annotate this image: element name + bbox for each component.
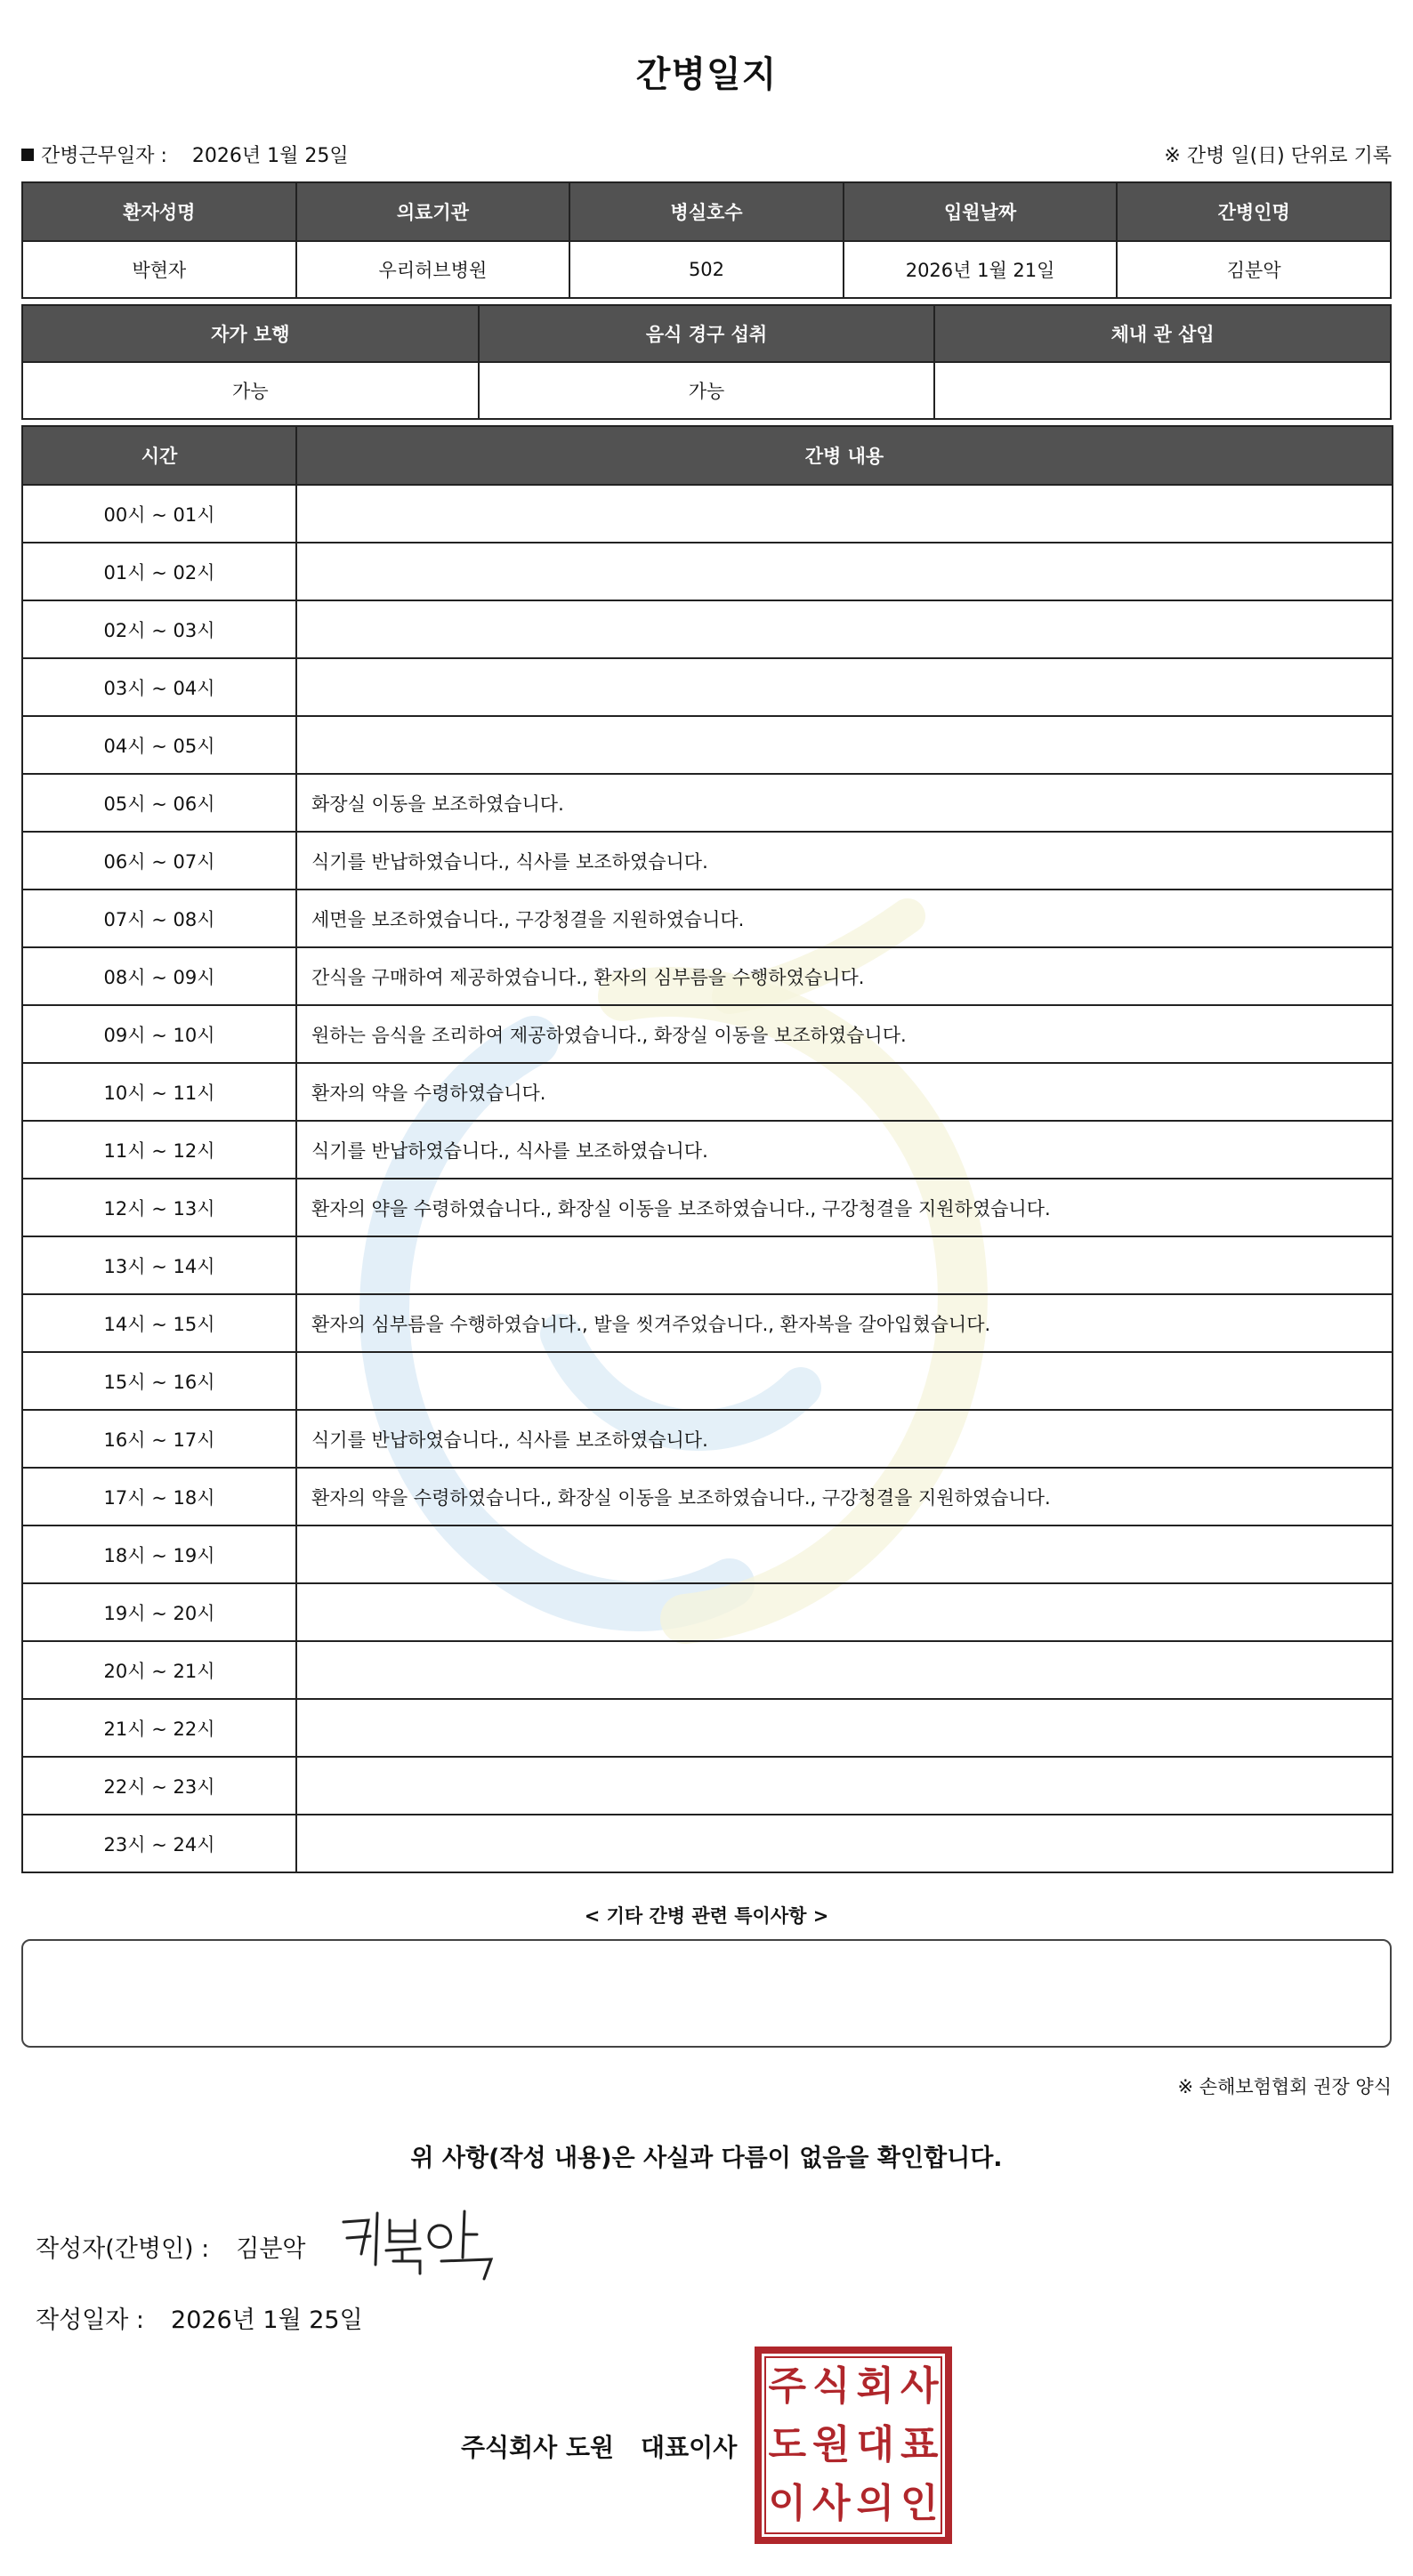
- care-content: [296, 1352, 1393, 1410]
- table-row: [22, 1815, 1393, 1872]
- care-content: 환자의 약을 수령하였습니다., 화장실 이동을 보조하였습니다., 구강청결을 지원하였습니다.: [296, 1179, 1393, 1236]
- table-row: [22, 1699, 1393, 1757]
- care-content: 환자의 약을 수령하였습니다., 화장실 이동을 보조하였습니다., 구강청결을 지원하였습니다.: [296, 1468, 1393, 1525]
- table-row: [22, 1641, 1393, 1699]
- form-note: ※ 손해보험협회 권장 양식: [1177, 2076, 1392, 2097]
- care-content: [296, 1641, 1393, 1699]
- tube-insertion-value: [934, 362, 1391, 419]
- time-slot: 07시 ~ 08시: [22, 890, 296, 947]
- care-content: [296, 485, 1393, 543]
- care-content: [296, 716, 1393, 774]
- care-content: 식기를 반납하였습니다., 식사를 보조하였습니다.: [296, 1121, 1393, 1179]
- header-time: 시간: [22, 426, 296, 485]
- remarks-title: < 기타 간병 관련 특이사항 >: [584, 1905, 829, 1927]
- table-row: [22, 1294, 1393, 1352]
- hospital-name: 우리허브병원: [296, 241, 570, 298]
- remarks-box: [21, 1939, 1392, 2048]
- written-date-value: 2026년 1월 25일: [171, 2306, 363, 2334]
- care-content: 식기를 반납하였습니다., 식사를 보조하였습니다.: [296, 1410, 1393, 1468]
- time-slot: 04시 ~ 05시: [22, 716, 296, 774]
- handwritten-signature: [335, 2202, 504, 2282]
- writer-row: [36, 2229, 306, 2264]
- patient-info-table: [21, 181, 1392, 299]
- table-header-row: [22, 426, 1393, 485]
- table-row: [22, 716, 1393, 774]
- care-content: [296, 1699, 1393, 1757]
- care-content: [296, 658, 1393, 716]
- table-row: [22, 362, 1391, 419]
- work-date-value: 2026년 1월 25일: [191, 145, 349, 167]
- seal-character: 사: [811, 2481, 851, 2526]
- table-row: [22, 774, 1393, 832]
- seal-character: 주: [768, 2363, 806, 2409]
- seal-characters: [755, 2347, 952, 2544]
- seal-character: 원: [811, 2422, 851, 2467]
- table-row: [22, 890, 1393, 947]
- time-slot: 11시 ~ 12시: [22, 1121, 296, 1179]
- company-seal: [755, 2347, 952, 2544]
- work-date: [21, 141, 349, 168]
- time-slot: 17시 ~ 18시: [22, 1468, 296, 1525]
- representative-title: 대표이사: [641, 2433, 738, 2462]
- table-row: [22, 832, 1393, 890]
- table-row: [22, 485, 1393, 543]
- seal-character: 인: [900, 2481, 939, 2526]
- table-row: [22, 1583, 1393, 1641]
- self-walking-value: 가능: [22, 362, 479, 419]
- time-slot: 15시 ~ 16시: [22, 1352, 296, 1410]
- header-self-walking: 자가 보행: [22, 305, 479, 362]
- care-content: 환자의 약을 수령하였습니다.: [296, 1063, 1393, 1121]
- table-row: [22, 1179, 1393, 1236]
- care-content: [296, 600, 1393, 658]
- writer-label: 작성자(간병인) :: [36, 2235, 210, 2263]
- time-slot: 21시 ~ 22시: [22, 1699, 296, 1757]
- care-content: [296, 1583, 1393, 1641]
- table-row: [22, 600, 1393, 658]
- seal-character: 대: [856, 2422, 894, 2467]
- table-row: [22, 1063, 1393, 1121]
- patient-name: 박현자: [22, 241, 296, 298]
- time-slot: 08시 ~ 09시: [22, 947, 296, 1005]
- header-admission-date: 입원날짜: [844, 182, 1118, 241]
- care-content: [296, 1525, 1393, 1583]
- room-number: 502: [569, 241, 844, 298]
- time-slot: 00시 ~ 01시: [22, 485, 296, 543]
- care-content: [296, 1815, 1393, 1872]
- time-slot: 18시 ~ 19시: [22, 1525, 296, 1583]
- time-slot: 22시 ~ 23시: [22, 1757, 296, 1815]
- written-date-row: [36, 2300, 363, 2335]
- table-row: [22, 658, 1393, 716]
- seal-character: 표: [900, 2422, 939, 2467]
- seal-character: 이: [768, 2481, 806, 2526]
- care-content: [296, 543, 1393, 600]
- time-slot: 09시 ~ 10시: [22, 1005, 296, 1063]
- care-content: 화장실 이동을 보조하였습니다.: [296, 774, 1393, 832]
- table-row: [22, 1352, 1393, 1410]
- seal-character: 식: [811, 2363, 851, 2409]
- time-slot: 23시 ~ 24시: [22, 1815, 296, 1872]
- time-slot: 20시 ~ 21시: [22, 1641, 296, 1699]
- time-slot: 10시 ~ 11시: [22, 1063, 296, 1121]
- header-tube-insertion: 체내 관 삽입: [934, 305, 1391, 362]
- header-caregiver-name: 간병인명: [1117, 182, 1391, 241]
- table-row: [22, 947, 1393, 1005]
- table-row: [22, 241, 1391, 298]
- time-slot: 12시 ~ 13시: [22, 1179, 296, 1236]
- page-title: 간병일지: [635, 54, 778, 95]
- table-header-row: [22, 305, 1391, 362]
- writer-name: 김분악: [236, 2235, 306, 2263]
- care-content: 환자의 심부름을 수행하였습니다., 발을 씻겨주었습니다., 환자복을 갈아입혔습니다.: [296, 1294, 1393, 1352]
- written-date-label: 작성일자 :: [36, 2306, 145, 2334]
- table-row: [22, 1757, 1393, 1815]
- care-content: 간식을 구매하여 제공하였습니다., 환자의 심부름을 수행하였습니다.: [296, 947, 1393, 1005]
- care-content: 세면을 보조하였습니다., 구강청결을 지원하였습니다.: [296, 890, 1393, 947]
- table-row: [22, 1236, 1393, 1294]
- seal-character: 사: [900, 2363, 939, 2409]
- care-content: [296, 1757, 1393, 1815]
- record-unit-note: ※ 간병 일(日) 단위로 기록: [1164, 145, 1392, 167]
- header-hospital: 의료기관: [296, 182, 570, 241]
- company-name: 주식회사 도원: [461, 2433, 615, 2462]
- time-slot: 14시 ~ 15시: [22, 1294, 296, 1352]
- admission-date: 2026년 1월 21일: [844, 241, 1118, 298]
- care-content: 식기를 반납하였습니다., 식사를 보조하였습니다.: [296, 832, 1393, 890]
- table-row: [22, 1468, 1393, 1525]
- seal-character: 의: [856, 2481, 894, 2526]
- patient-status-table: [21, 304, 1392, 420]
- time-slot: 06시 ~ 07시: [22, 832, 296, 890]
- company-signature-line: [461, 2428, 737, 2464]
- table-header-row: [22, 182, 1391, 241]
- time-slot: 05시 ~ 06시: [22, 774, 296, 832]
- confirmation-statement: 위 사항(작성 내용)은 사실과 다름이 없음을 확인합니다.: [410, 2145, 1003, 2172]
- time-slot: 19시 ~ 20시: [22, 1583, 296, 1641]
- oral-intake-value: 가능: [479, 362, 935, 419]
- seal-character: 도: [768, 2422, 806, 2467]
- square-bullet-icon: [21, 149, 34, 161]
- care-content: [296, 1236, 1393, 1294]
- time-slot: 01시 ~ 02시: [22, 543, 296, 600]
- header-care-content: 간병 내용: [296, 426, 1393, 485]
- caregiver-name: 김분악: [1117, 241, 1391, 298]
- care-log-table: [21, 425, 1393, 1873]
- table-row: [22, 1525, 1393, 1583]
- header-room-number: 병실호수: [569, 182, 844, 241]
- time-slot: 03시 ~ 04시: [22, 658, 296, 716]
- header-patient-name: 환자성명: [22, 182, 296, 241]
- seal-character: 회: [856, 2363, 894, 2409]
- table-row: [22, 1005, 1393, 1063]
- work-date-label: 간병근무일자 :: [41, 145, 167, 167]
- time-slot: 16시 ~ 17시: [22, 1410, 296, 1468]
- work-date-row: [21, 141, 1392, 171]
- time-slot: 02시 ~ 03시: [22, 600, 296, 658]
- table-row: [22, 543, 1393, 600]
- care-content: 원하는 음식을 조리하여 제공하였습니다., 화장실 이동을 보조하였습니다.: [296, 1005, 1393, 1063]
- table-row: [22, 1121, 1393, 1179]
- table-row: [22, 1410, 1393, 1468]
- header-oral-intake: 음식 경구 섭취: [479, 305, 935, 362]
- time-slot: 13시 ~ 14시: [22, 1236, 296, 1294]
